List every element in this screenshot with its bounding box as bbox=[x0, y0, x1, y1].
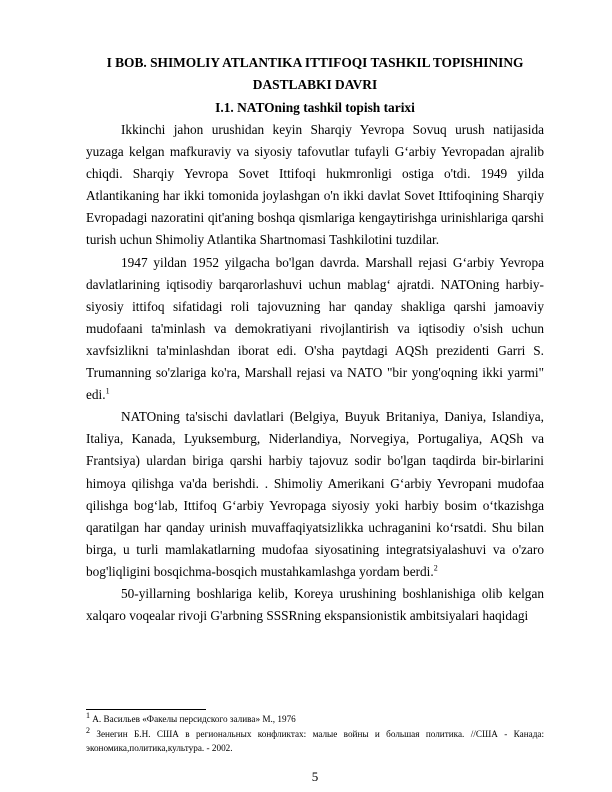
body-text bbox=[86, 119, 544, 627]
footnote bbox=[86, 727, 544, 756]
paragraph bbox=[86, 252, 544, 407]
paragraph bbox=[86, 406, 544, 583]
footnote-text: Зенегин Б.Н. США в региональных конфликтах: малые войны и большая политика. //США - Канада: экономика,политика,культура. - 2002. bbox=[86, 728, 545, 753]
footnote-number: 1 bbox=[86, 710, 90, 720]
footnote-divider bbox=[86, 709, 206, 710]
paragraph-text: 50-yillarning boshlariga kelib, Koreya urushining boshlanishiga olib kelgan xalqaro voqealar rivoji G'arbning SSSRning ekspansionistik ambitsiyalari haqidagi bbox=[86, 585, 544, 624]
footnote-ref[interactable]: 1 bbox=[105, 386, 110, 396]
footnote-ref[interactable]: 2 bbox=[433, 563, 438, 573]
paragraph-text: NATOning ta'sischi davlatlari (Belgiya, Buyuk Britaniya, Daniya, Islandiya, Italiya, Kanada, Lyuksemburg, Niderlandiya, Norvegiya, Portugaliya, AQSh va Frantsiya) ulardan biriga qarshi harbiy tajovuz sodir bo'lgan taqdirda bir-birlarini himoya qilishga va'da berishdi. . Shimoliy Amerikani G‘arbiy Yevropani mudofaa qilishga bog‘lab, Ittifoq G‘arbiy Yevropaga siyosiy yoki harbiy bosim o‘tkazishga qaratilgan har qanday urinish muvaffaqiyatsizlikka uchraganini ko‘rsatdi. Shu bilan birga, u turli mamlakatlarning mudofaa siyosatining integratsiyalashuvi va o'zaro bog'liqligini bosqichma-bosqich mustahkamlashga yordam berdi. bbox=[86, 409, 544, 579]
footnote bbox=[86, 712, 544, 727]
footnote-text: А. Васильев «Факелы персидского залива» М., 1976 bbox=[92, 714, 296, 724]
chapter-heading-line-1: I BOB. SHIMOLIY ATLANTIKA ITTIFOQI TASHKIL TOPISHINING bbox=[106, 55, 524, 70]
chapter-heading-line-2: DASTLABKI DAVRI bbox=[252, 77, 378, 92]
footnote-number: 2 bbox=[86, 725, 90, 735]
chapter-heading bbox=[86, 52, 544, 96]
paragraph-text: Ikkinchi jahon urushidan keyin Sharqiy Yevropa Sovuq urush natijasida yuzaga kelgan mafkuraviy va siyosiy tafovutlar tufayli G‘arbiy Yevropadan ajralib chiqdi. Sharqiy Yevropa Sovet Ittifoqi hukmronligi ostiga o'tdi. 1949 yilda Atlantikaning har ikki tomonida joylashgan o'n ikki davlat Sovet Ittifoqining Sharqiy Evropadagi nazoratini qit'aning boshqa qismlariga kengaytirishga urinishlariga qarshi turish uchun Shimoliy Atlantika Shartnomasi Tashkilotini tuzdilar. bbox=[86, 122, 544, 248]
page-number: 5 bbox=[311, 769, 319, 784]
footnotes bbox=[86, 712, 544, 756]
section-heading: I.1. NATOning tashkil topish tarixi bbox=[215, 100, 415, 115]
paragraph bbox=[86, 119, 544, 252]
paragraph-text: 1947 yildan 1952 yilgacha bo'lgan davrda. Marshall rejasi G‘arbiy Yevropa davlatlarining iqtisodiy barqarorlashuvi uchun mablag‘ ajratdi. NATOning harbiy-siyosiy ittifoq sifatidagi roli tajovuzning har qanday shakliga qarshi jamoaviy mudofaani ta'minlash va demokratiyani rivojlantirish va iqtisodiy o'sish uchun xavfsizlikni ta'minlashdan iborat edi. O'sha paytdagi AQSh prezidenti Garri S. Trumanning so'zlariga ko'ra, Marshall rejasi va NATO "bir yong'oqning ikki yarmi" edi. bbox=[86, 254, 544, 403]
paragraph bbox=[86, 583, 544, 627]
